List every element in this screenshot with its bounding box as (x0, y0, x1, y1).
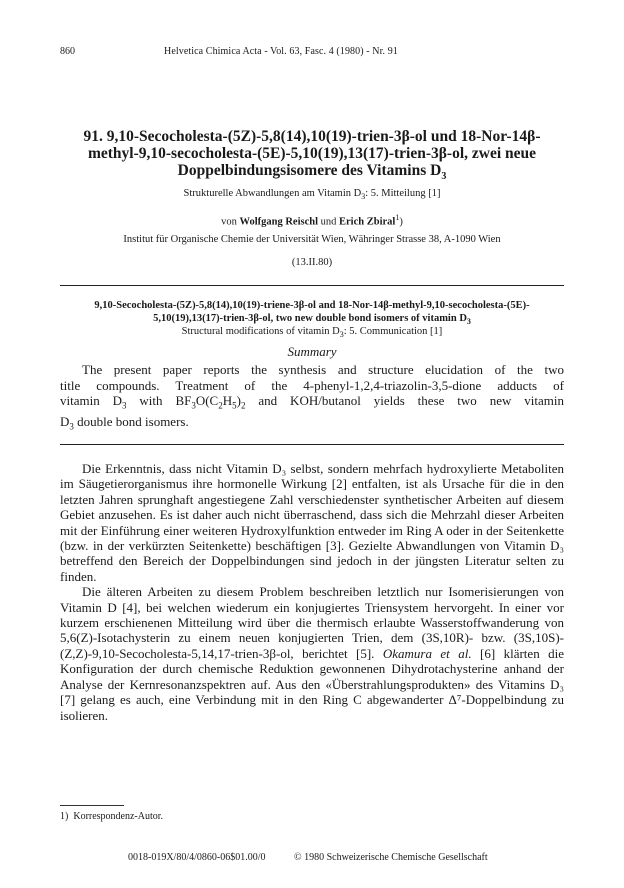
article-code: 0018-019X/80/4/0860-06$01.00/0 (128, 852, 266, 863)
author-zbiral: Erich Zbiral (339, 216, 396, 228)
paragraph-2: Die älteren Arbeiten zu diesem Problem beschreiben letztlich nur Isomerisierungen von Vitamin D [4], bei welchen wiederum ein konjugiertes Triensystem hervorgeht. In einer vor kurzem erschienenen Mitteilung wird über die thermisch erlaubte Wasserstoffwanderung von 5,6(Z)-Isotachysterin zu einem neuen konjugierten Trien, dem (3S,10R)- bzw. (3S,10S)-(Z,Z)-9,10-Secocholesta-5,14,17-trien-3β-ol, berichtet [5]. Okamura et al. [6] klärten die Konfiguration der durch chemische Reduktion gewonnenen Dihydrotachysterine anhand der Analyse der Kernresonanzspektren auf. Aus den «Überstrahlungsprodukten» des Vitamins D₃ [7] gelang es auch, eine Verbindung mit in den Ring C abgewanderter Δ⁷-Doppelbindung zu isolieren. (60, 584, 564, 723)
copyright: © 1980 Schweizerische Chemische Gesellschaft (294, 852, 488, 863)
paragraph-1: Die Erkenntnis, dass nicht Vitamin D₃ selbst, sondern mehrfach hydroxylierte Metaboliten im Säugetierorganismus ihre hormonelle Wirkung [2] entfalten, ist als Ursache für die in den letzten Jahren sprunghaft angestiegene Zahl verschiedenster synthetischer Arbeiten auf diesem Gebiet anzusehen. Es ist daher auch nicht überraschend, dass sich die Mehrzahl dieser Arbeiten mit der Einführung einer weiteren Hydroxylfunktion entweder im Ring A oder in der Seitenkette (bzw. in der verkürzten Seitenkette) beschäftigen [3]. Gezielte Abwandlungen von Vitamin D₃ betreffend den Bereich der Doppelbindungen sind jedoch in der jüngsten Literatur selten zu finden. (60, 461, 564, 584)
author-line: von Wolfgang Reischl und Erich Zbiral$^1$) (221, 213, 403, 228)
page-number: 860 (60, 46, 75, 57)
footnote: 1) Korrespondenz-Autor. (60, 811, 164, 822)
author-reischl: Wolfgang Reischl (239, 216, 319, 228)
body-text (60, 461, 564, 723)
summary-divider (60, 444, 564, 445)
article-title (60, 128, 564, 185)
affiliation: Institut für Organische Chemie der Universität Wien, Währinger Strasse 38, A-1090 Wien (123, 234, 501, 245)
top-divider (60, 285, 564, 286)
summary-heading: Summary (287, 344, 337, 359)
footnote-divider (60, 805, 124, 806)
received-date: (13.II.80) (291, 257, 333, 268)
journal-citation: Helvetica Chimica Acta - Vol. 63, Fasc. 4 (1980) - Nr. 91 (164, 46, 398, 57)
footnote-marker: 1 (395, 213, 400, 222)
english-title: 9,10-Secocholesta-(5Z)-5,8(14),10(19)-triene-3β-ol and 18-Nor-14β-methyl-9,10-secocholesta-(5E)- 5,10(19),13(17)-trien-3β-ol, two new double bond isomers of vitamin $D_3$ (94, 300, 530, 327)
cited-authors: Okamura et al. (382, 645, 472, 661)
running-header (60, 46, 564, 60)
summary-text: The present paper reports the synthesis and structure elucidation of the two title compounds. Treatment of the 4-phenyl-1,2,4-triazolin-3,5-dione adducts of vitamin $D_3$ with $BF_3O(C_2H_5)_2$ and KOH/butanol yields these two new vitamin $D_3$ double bond isomers. (60, 362, 564, 432)
title-line-2: methyl-9,10-secocholesta-(5E)-5,10(19),13(17)-trien-3β-ol, zwei neue (87, 145, 537, 162)
english-subtitle: Structural modifications of vitamin $D_3$: 5. Communication [1] (181, 326, 443, 340)
title-line-1: 91. 9,10-Secocholesta-(5Z)-5,8(14),10(19)-trien-3β-ol und 18-Nor-14β- (83, 128, 541, 145)
title-line-3: Doppelbindungsisomere des Vitamins $D_3$ (177, 162, 447, 183)
article-subtitle: Strukturelle Abwandlungen am Vitamin $D_3$: 5. Mitteilung [1] (183, 188, 441, 202)
